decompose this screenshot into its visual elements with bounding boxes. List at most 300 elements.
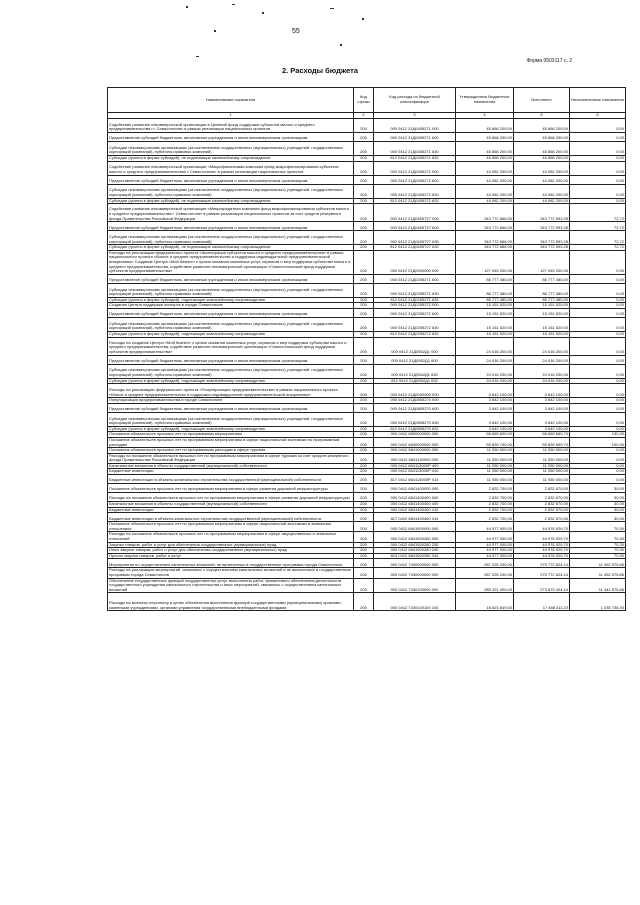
executed-amount: 45 868 200,00 — [514, 142, 570, 156]
row-name: Содействие развитию некоммерческой организации в Целевой фонд поддержки субъектов малого и среднего предпринимательства г.г. Севастополя» в рамках реализации национальных проектов — [108, 119, 354, 133]
remaining-amount: 0,00 — [570, 398, 626, 404]
budget-classification-code: 000 0412 21Д0455Т27 600 — [374, 222, 456, 231]
budget-classification-code: 000 0412 21Д0455272 600 — [374, 175, 456, 184]
executed-amount: 343 772 593,28 — [514, 231, 570, 245]
row-name: Предоставление субсидий бюджетным, автономным учреждениям и иным некоммерческим организациям — [108, 403, 354, 412]
table-row — [108, 568, 626, 578]
approved-amount: 45 868 200,00 — [456, 133, 514, 142]
executed-amount: 2 832 670,00 — [514, 493, 570, 502]
table-row — [108, 308, 626, 317]
expenditure-sheet — [107, 87, 625, 611]
scan-noise — [262, 12, 264, 14]
row-name: Расходы на реализацию федерального проекта «Акселерация субъектов малого и среднего предпринимательства» в рамках национального проекта «Малое и среднее предпринимательство и поддержка индивидуальной предпринимательской инициативы» Создание Центра «Мой бизнес» с целью оказания комплекса услуг, сервисов и мер поддержки субъектам малого и среднего предпринимательства, содействие развитию некоммерческой организации «Севастопольский фонд поддержки субъектов предпринимательства» — [108, 250, 354, 274]
remaining-amount: 0,00 — [570, 175, 626, 184]
row-name: Бюджетные инвестиции в объекты капитального строительства государственной (муниципальной) собственности — [108, 513, 354, 522]
row-code: 200 — [354, 331, 374, 337]
row-code: 200 — [354, 231, 374, 245]
approved-amount: 3 642 100,00 — [456, 398, 514, 404]
row-code: 200 — [354, 250, 374, 274]
remaining-amount: 0,00 — [570, 317, 626, 331]
executed-amount: 2 832 670,00 — [514, 507, 570, 513]
budget-classification-code: 000 0412 6841500260 240 — [374, 548, 456, 554]
approved-amount: 15 151 520,00 — [456, 303, 514, 309]
budget-classification-code: 812 0412 21Д0455271 632 — [374, 156, 456, 162]
remaining-amount: 0,00 — [570, 250, 626, 274]
approved-amount: 343 772 666,00 — [456, 204, 514, 222]
approved-amount: 44 977 000,00 — [456, 522, 514, 532]
remaining-amount: 72,72 — [570, 222, 626, 231]
row-name: Расходы на создание Центра «Мой бизнес» с целью оказания комплекса услуг, сервисов и мер поддержки субъектам малого и среднего предпринимательства, содействие развитию некоммерческой организации «Севастопольский фонд поддержки субъектов предпринимательства» — [108, 337, 354, 355]
budget-classification-code: 000 0412 21Д0000000 000 — [374, 250, 456, 274]
row-name: Субсидии некоммерческим организациям (за исключением государственных (муниципальных) учреждений, государственных корпораций (компаний), публично-правовых компаний) — [108, 364, 354, 378]
row-code: 200 — [354, 198, 374, 204]
executed-amount: 275 772 624,14 — [514, 559, 570, 568]
budget-classification-code: 000 0412 21Д0455271 000 — [374, 119, 456, 133]
executed-amount: 2 832 670,00 — [514, 502, 570, 508]
row-name: Обеспечение государственных функций государственных услуг, выполнения работ, финансового обеспечения деятельности государственного учреждения капитального строительства и иных мероприятий, связанных с осуществлением капитальных вложений — [108, 578, 354, 593]
section-title: 2. Расходы бюджета — [281, 66, 359, 75]
approved-amount: 24 016 200,00 — [456, 355, 514, 364]
budget-classification-code: 000 0412 7430100000 000 — [374, 578, 456, 593]
approved-amount: 44 082 200,00 — [456, 175, 514, 184]
row-name: Субсидии некоммерческим организациям (за исключением государственных (муниципальных) учреждений, государственных корпораций (компаний), публично-правовых компаний) — [108, 184, 354, 198]
approved-amount: 24 016 200,00 — [456, 378, 514, 384]
budget-classification-code: 000 0412 684113000Р 410 — [374, 469, 456, 475]
table-row — [108, 559, 626, 568]
executed-amount: 11 050 000,00 — [514, 453, 570, 463]
remaining-amount: 0,00 — [570, 426, 626, 432]
expenditure-table — [107, 87, 626, 611]
approved-amount: 11 050 000,00 — [456, 469, 514, 475]
form-code: Форма 0503117 с. 2 — [526, 58, 572, 64]
budget-classification-code: 000 0412 6841400400 000 — [374, 493, 456, 502]
remaining-amount: 0,00 — [570, 463, 626, 469]
scan-noise — [362, 18, 364, 20]
budget-classification-code: 000 0412 6841400400 400 — [374, 502, 456, 508]
remaining-amount: 0,00 — [570, 133, 626, 142]
table-row — [108, 578, 626, 593]
approved-amount: 44 977 000,00 — [456, 542, 514, 548]
approved-amount: 15 151 520,00 — [456, 308, 514, 317]
row-name: Прочая закупка товаров, работ и услуг — [108, 553, 354, 559]
approved-amount: 24 016 200,00 — [456, 337, 514, 355]
row-code: 200 — [354, 507, 374, 513]
row-code: 200 — [354, 204, 374, 222]
budget-classification-code: 000 0412 6841130000 000 — [374, 453, 456, 463]
budget-classification-code: 000 0412 21Д0855270 600 — [374, 403, 456, 412]
remaining-amount: 100,30 — [570, 437, 626, 447]
table-row — [108, 593, 626, 611]
remaining-amount: 11 452 575,86 — [570, 568, 626, 578]
row-code: 200 — [354, 548, 374, 554]
budget-classification-code: 000 0412 6841400000 000 — [374, 484, 456, 493]
row-code: 200 — [354, 593, 374, 611]
remaining-amount: 0,00 — [570, 303, 626, 309]
budget-classification-code: 000 0412 21Д0455272 630 — [374, 184, 456, 198]
executed-amount: 11 050 000,00 — [514, 475, 570, 484]
budget-classification-code: 000 0412 21Д0255272 600 — [374, 308, 456, 317]
remaining-amount: 70,30 — [570, 532, 626, 542]
row-code: 200 — [354, 502, 374, 508]
budget-classification-code: 000 0412 7430100100 100 — [374, 593, 456, 611]
row-name: Субсидии (гранты в форме субсидий), подлежащие казначейскому сопровождению — [108, 378, 354, 384]
approved-amount: 3 642 100,00 — [456, 412, 514, 426]
row-name: Предоставление субсидий бюджетным, автономным учреждениям и иным некоммерческим организациям — [108, 274, 354, 283]
row-name: Субсидии некоммерческим организациям (за исключением государственных (муниципальных) учреждений, государственных корпораций (компаний), публично-правовых компаний) — [108, 283, 354, 297]
row-name: Субсидии (гранты в форме субсидий), не подлежащие казначейскому сопровождению — [108, 198, 354, 204]
approved-amount: 11 050 000,00 — [456, 475, 514, 484]
executed-amount: 273 879 424,14 — [514, 578, 570, 593]
approved-amount: 86 777 480,00 — [456, 297, 514, 303]
row-code: 200 — [354, 133, 374, 142]
table-row — [108, 142, 626, 156]
row-code: 200 — [354, 245, 374, 251]
executed-amount: 343 772 593,28 — [514, 204, 570, 222]
row-name: Расходы на реализацию федерального проекта «Популяризация предпринимательства» в рамках национального проекта «Малое и среднее предпринимательство и поддержка индивидуальной предпринимательской инициативы» — [108, 384, 354, 398]
row-name: Погашение обязательств прошлых лет по программным мероприятиям в сфере национальной экономики по программным расходам — [108, 437, 354, 447]
row-code: 200 — [354, 119, 374, 133]
approved-amount: 44 082 200,00 — [456, 184, 514, 198]
row-name: Создание Центра поддержки экспорта в городе Севастополе — [108, 303, 354, 309]
row-code: 200 — [354, 568, 374, 578]
remaining-amount: 0,00 — [570, 283, 626, 297]
remaining-amount: 1 035 738,30 — [570, 593, 626, 611]
row-name: Предоставление субсидий бюджетным, автономным учреждениям и иным некоммерческим организациям — [108, 133, 354, 142]
remaining-amount: 70,30 — [570, 548, 626, 554]
remaining-amount: 72,72 — [570, 204, 626, 222]
row-name: Расходы на погашение обязательств прошлых лет по программным мероприятиям в сфере развития дорожной инфраструктуры — [108, 493, 354, 502]
row-name: Бюджетные инвестиции в объекты капитального строительства государственной (муниципальной) собственности — [108, 475, 354, 484]
table-row — [108, 426, 626, 432]
executed-amount: 45 868 200,00 — [514, 133, 570, 142]
row-code: 200 — [354, 364, 374, 378]
executed-amount: 3 642 100,00 — [514, 384, 570, 398]
row-code: 200 — [354, 308, 374, 317]
table-row — [108, 542, 626, 548]
table-row — [108, 156, 626, 162]
remaining-amount: 0,00 — [570, 475, 626, 484]
table-row — [108, 274, 626, 283]
row-code: 200 — [354, 384, 374, 398]
table-row — [108, 548, 626, 554]
approved-amount: 3 642 100,00 — [456, 384, 514, 398]
executed-amount: 15 151 520,00 — [514, 331, 570, 337]
row-code: 200 — [354, 378, 374, 384]
row-name: Субсидии некоммерческим организациям (за исключением государственных (муниципальных) учреждений, государственных корпораций (компаний), публично-правовых компаний) — [108, 412, 354, 426]
scan-noise — [340, 44, 342, 46]
table-row — [108, 297, 626, 303]
column-header: Код расхода по бюджетной классификации — [374, 88, 456, 113]
table-row — [108, 403, 626, 412]
approved-amount: 287 225 200,00 — [456, 559, 514, 568]
row-name: Предоставление субсидий бюджетным, автономным учреждениям и иным некоммерческим организациям — [108, 222, 354, 231]
remaining-amount: 0,00 — [570, 378, 626, 384]
table-row — [108, 198, 626, 204]
row-name: Расходы на выплаты персоналу в целях обеспечения выполнения функций государственными (муниципальными) органами, казенными учреждениями, органами управления государственными внебюджетными фондами — [108, 593, 354, 611]
table-row — [108, 532, 626, 542]
remaining-amount: 0,00 — [570, 274, 626, 283]
row-name: Погашение обязательств прошлых лет по программным мероприятиям в сфере развития дорожной инфраструктуры — [108, 484, 354, 493]
budget-classification-code: 000 0412 21Д0255272 630 — [374, 317, 456, 331]
remaining-amount: 0,00 — [570, 184, 626, 198]
table-row — [108, 250, 626, 274]
row-name: Закупка товаров, работ и услуг для обеспечения государственных (муниципальных) нужд — [108, 542, 354, 548]
row-name: Иные закупки товаров, работ и услуг для обеспечения государственных (муниципальных) нужд — [108, 548, 354, 554]
row-name: Субсидии некоммерческим организациям (за исключением государственных (муниципальных) учреждений, государственных корпораций (компаний), публично-правовых компаний) — [108, 317, 354, 331]
table-row — [108, 475, 626, 484]
remaining-amount: 0,00 — [570, 469, 626, 475]
budget-classification-code: 817 0412 684113000Р 414 — [374, 475, 456, 484]
row-code: 200 — [354, 184, 374, 198]
executed-amount: 44 082 200,00 — [514, 175, 570, 184]
remaining-amount: 130,30 — [570, 432, 626, 438]
column-number: 4 — [456, 113, 514, 119]
column-header: Неисполненные назначения — [570, 88, 626, 113]
row-code: 200 — [354, 355, 374, 364]
row-code: 200 — [354, 475, 374, 484]
approved-amount: 2 832 700,00 — [456, 513, 514, 522]
remaining-amount: 0,00 — [570, 331, 626, 337]
scan-noise — [330, 8, 334, 9]
executed-amount: 44 082 200,00 — [514, 161, 570, 175]
table-row — [108, 398, 626, 404]
budget-classification-code: 000 0412 21Д0455271 600 — [374, 133, 456, 142]
executed-amount: 44 976 929,70 — [514, 532, 570, 542]
row-code: 200 — [354, 337, 374, 355]
table-row — [108, 412, 626, 426]
table-body — [108, 119, 626, 611]
executed-amount: 56 669 669,70 — [514, 432, 570, 438]
row-code: 200 — [354, 484, 374, 493]
remaining-amount: 0,00 — [570, 453, 626, 463]
column-number: 3 — [374, 113, 456, 119]
row-code: 200 — [354, 398, 374, 404]
remaining-amount: 0,00 — [570, 119, 626, 133]
budget-classification-code: 000 0412 21Д0455271 630 — [374, 142, 456, 156]
remaining-amount: 30,00 — [570, 513, 626, 522]
row-code: 200 — [354, 432, 374, 438]
budget-classification-code: 812 0412 21Д0455272 632 — [374, 198, 456, 204]
budget-classification-code: 817 0412 6841400400 414 — [374, 513, 456, 522]
budget-classification-code: 000 0412 7400000000 000 — [374, 559, 456, 568]
table-row — [108, 303, 626, 309]
approved-amount: 44 977 000,00 — [456, 553, 514, 559]
row-code: 200 — [354, 297, 374, 303]
budget-classification-code: 000 0412 6841500000 000 — [374, 522, 456, 532]
row-name: Бюджетные инвестиции — [108, 507, 354, 513]
column-header: Код строки — [354, 88, 374, 113]
approved-amount: 2 832 700,00 — [456, 507, 514, 513]
row-code: 200 — [354, 426, 374, 432]
table-row — [108, 364, 626, 378]
executed-amount: 15 151 520,00 — [514, 317, 570, 331]
executed-amount: 343 772 593,28 — [514, 222, 570, 231]
executed-amount: 44 976 929,70 — [514, 548, 570, 554]
remaining-amount: 0,00 — [570, 412, 626, 426]
column-number: 6 — [570, 113, 626, 119]
row-name: Содействие развитию некоммерческой организации «Микрокредитная компания фонд микрофинансирования субъектов малого и среднего предпринимательства г. Севастополя» в рамках реализации национальных проектов за счет средств резервного фонда Правительства Российской Федерации — [108, 204, 354, 222]
executed-amount: 275 772 624,14 — [514, 568, 570, 578]
row-code: 200 — [354, 463, 374, 469]
executed-amount: 15 151 520,00 — [514, 308, 570, 317]
row-code: 200 — [354, 493, 374, 502]
table-row — [108, 484, 626, 493]
approved-amount: 11 050 000,00 — [456, 448, 514, 454]
budget-classification-code: 000 0412 21Д0255271 630 — [374, 283, 456, 297]
row-code: 200 — [354, 274, 374, 283]
remaining-amount: 11 452 575,86 — [570, 559, 626, 568]
budget-classification-code: 000 0412 21Д0255272 000 — [374, 303, 456, 309]
row-code: 200 — [354, 156, 374, 162]
executed-amount: 24 016 200,00 — [514, 355, 570, 364]
remaining-amount: 72,72 — [570, 245, 626, 251]
table-row — [108, 184, 626, 198]
table-row — [108, 161, 626, 175]
remaining-amount: 11 441 575,86 — [570, 578, 626, 593]
row-code: 200 — [354, 469, 374, 475]
table-row — [108, 283, 626, 297]
column-number: 1 — [108, 113, 354, 119]
executed-amount: 11 050 000,00 — [514, 448, 570, 454]
approved-amount: 3 642 100,00 — [456, 426, 514, 432]
budget-classification-code: 000 0412 21Д0455Т27 630 — [374, 231, 456, 245]
budget-classification-code: 000 0412 21Д0255271 600 — [374, 274, 456, 283]
row-name: Субсидии некоммерческим организациям (за исключением государственных (муниципальных) учреждений, государственных корпораций (компаний), публично-правовых компаний) — [108, 142, 354, 156]
row-name: Бюджетные инвестиции — [108, 469, 354, 475]
row-name: Популяризация предпринимательства в городе Севастополе — [108, 398, 354, 404]
remaining-amount: 0,00 — [570, 161, 626, 175]
approved-amount: 44 977 000,00 — [456, 548, 514, 554]
row-name: Капитальные вложения в объекты государственной (муниципальной) собственности — [108, 502, 354, 508]
approved-amount: 3 642 100,00 — [456, 403, 514, 412]
row-code: 200 — [354, 283, 374, 297]
remaining-amount: 0,00 — [570, 355, 626, 364]
row-name: Предоставление субсидий бюджетным, автономным учреждениям и иным некоммерческим организациям — [108, 308, 354, 317]
row-code: 200 — [354, 453, 374, 463]
approved-amount: 343 772 666,00 — [456, 222, 514, 231]
approved-amount: 44 977 000,00 — [456, 532, 514, 542]
executed-amount: 44 082 200,00 — [514, 184, 570, 198]
executed-amount: 44 976 929,70 — [514, 522, 570, 532]
approved-amount: 56 669 800,00 — [456, 432, 514, 438]
approved-amount: 343 772 666,00 — [456, 231, 514, 245]
approved-amount: 11 050 000,00 — [456, 463, 514, 469]
remaining-amount: 30,00 — [570, 493, 626, 502]
executed-amount: 24 016 200,00 — [514, 378, 570, 384]
table-row — [108, 175, 626, 184]
header-row — [108, 88, 626, 113]
executed-amount: 343 772 593,28 — [514, 245, 570, 251]
approved-amount: 24 016 200,00 — [456, 364, 514, 378]
row-name: Предоставление субсидий бюджетным, автономным учреждениям и иным некоммерческим организациям — [108, 175, 354, 184]
budget-classification-code: 000 0412 21Д0552Д1 630 — [374, 364, 456, 378]
row-code: 200 — [354, 437, 374, 447]
executed-amount: 3 642 100,00 — [514, 412, 570, 426]
budget-classification-code: 000 0412 6841000000 000 — [374, 448, 456, 454]
executed-amount: 86 777 480,00 — [514, 274, 570, 283]
remaining-amount: 0,00 — [570, 308, 626, 317]
row-code: 200 — [354, 412, 374, 426]
remaining-amount: 0,00 — [570, 142, 626, 156]
row-name: Погашение обязательств прошлых лет по программным расходам в сфере туризма — [108, 448, 354, 454]
executed-amount: 11 050 000,00 — [514, 463, 570, 469]
executed-amount: 45 868 200,00 — [514, 119, 570, 133]
table-row — [108, 437, 626, 447]
approved-amount: 287 225 200,00 — [456, 568, 514, 578]
row-name: Расходы на погашение обязательств прошлых лет по программным мероприятиям в сфере туризма за счет средств резервного фонда Правительства Российской Федерации — [108, 453, 354, 463]
approved-amount: 18 623 849,53 — [456, 593, 514, 611]
executed-amount: 15 151 520,00 — [514, 303, 570, 309]
executed-amount: 127 945 200,00 — [514, 250, 570, 274]
budget-classification-code: 000 0412 6841400400 410 — [374, 507, 456, 513]
executed-amount: 2 832 670,00 — [514, 513, 570, 522]
scan-noise — [186, 6, 188, 8]
approved-amount: 285 321 000,00 — [456, 578, 514, 593]
approved-amount: 44 082 200,00 — [456, 198, 514, 204]
row-code: 200 — [354, 559, 374, 568]
row-name: Субсидии (гранты в форме субсидий), не подлежащие казначейскому сопровождению — [108, 156, 354, 162]
row-code: 200 — [354, 522, 374, 532]
table-row — [108, 337, 626, 355]
row-code: 200 — [354, 578, 374, 593]
table-row — [108, 222, 626, 231]
approved-amount: 45 868 200,00 — [456, 142, 514, 156]
budget-classification-code: 000 0412 7430000000 000 — [374, 568, 456, 578]
remaining-amount: 0,00 — [570, 156, 626, 162]
approved-amount: 11 050 000,00 — [456, 453, 514, 463]
row-code: 200 — [354, 513, 374, 522]
column-number: 5 — [514, 113, 570, 119]
remaining-amount: 70,30 — [570, 542, 626, 548]
remaining-amount: 30,00 — [570, 507, 626, 513]
approved-amount: 15 151 520,00 — [456, 317, 514, 331]
table-row — [108, 493, 626, 502]
remaining-amount: 0,00 — [570, 297, 626, 303]
executed-amount: 55 839 599,70 — [514, 437, 570, 447]
executed-amount: 45 868 200,00 — [514, 156, 570, 162]
executed-amount: 24 016 200,00 — [514, 337, 570, 355]
row-code: 200 — [354, 553, 374, 559]
row-name: Субсидии некоммерческим организациям (за исключением государственных (муниципальных) учреждений, государственных корпораций (компаний), публично-правовых компаний) — [108, 231, 354, 245]
row-name: Расходы на реализацию мероприятий, связанных с осуществлением капитальных вложений и не включенных в государственные программы города Севастополя — [108, 568, 354, 578]
budget-classification-code: 000 0412 21Д0455Т27 000 — [374, 204, 456, 222]
approved-amount: 2 832 700,00 — [456, 484, 514, 493]
table-row — [108, 133, 626, 142]
row-code: 200 — [354, 161, 374, 175]
table-row — [108, 453, 626, 463]
row-name: Субсидии (гранты в форме субсидий), подлежащие казначейскому сопровождению — [108, 331, 354, 337]
remaining-amount: 0,00 — [570, 384, 626, 398]
approved-amount: 343 772 666,00 — [456, 245, 514, 251]
scan-noise — [214, 30, 216, 32]
budget-classification-code: 000 0412 21Д0552Д1 000 — [374, 337, 456, 355]
approved-amount: 45 868 200,00 — [456, 156, 514, 162]
table-row — [108, 204, 626, 222]
budget-classification-code: 812 0412 21Д0552Д1 632 — [374, 378, 456, 384]
budget-classification-code: 000 0412 6841500260 200 — [374, 542, 456, 548]
budget-classification-code: 812 0412 21Д0255272 632 — [374, 331, 456, 337]
row-name: Погашение обязательств прошлых лет по программным мероприятиям — [108, 432, 354, 438]
row-code: 200 — [354, 142, 374, 156]
row-code: 200 — [354, 317, 374, 331]
page-number: 55 — [292, 28, 300, 35]
executed-amount: 3 642 100,00 — [514, 426, 570, 432]
executed-amount: 11 050 000,00 — [514, 469, 570, 475]
table-row — [108, 522, 626, 532]
row-name: Субсидии (гранты в форме субсидий), подлежащие казначейскому сопровождению — [108, 297, 354, 303]
budget-classification-code: 000 0412 21Д0455272 000 — [374, 161, 456, 175]
row-code: 200 — [354, 542, 374, 548]
